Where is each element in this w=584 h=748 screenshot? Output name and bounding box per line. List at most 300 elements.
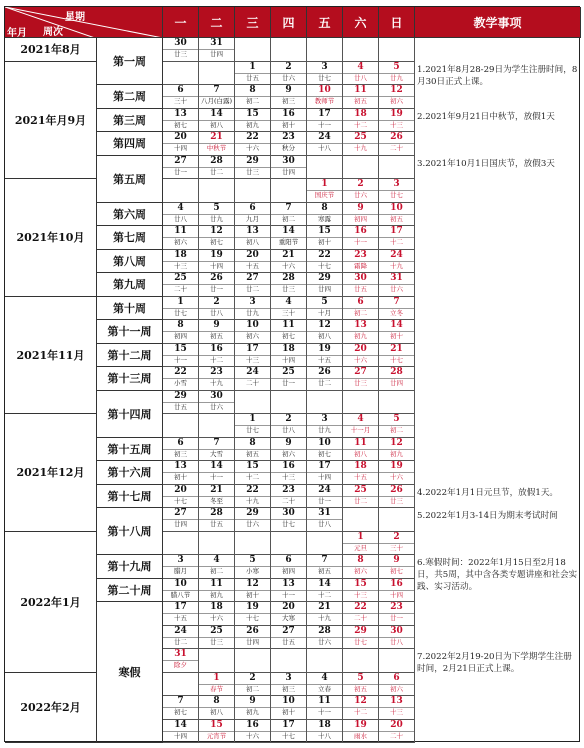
month-cell (5, 297, 97, 415)
day-cell (199, 38, 235, 62)
day-cell (235, 414, 271, 438)
day-cell (235, 226, 271, 250)
day-cell (199, 203, 235, 227)
lunar-date: 初六 (235, 331, 270, 341)
header-corner-cell (5, 7, 163, 38)
teaching-note: 1.2021年8月28-29日为学生注册时间，8月30日正式上课。 (417, 64, 578, 87)
day-cell (235, 485, 271, 509)
school-calendar-table (4, 6, 580, 742)
day-number: 9 (285, 437, 292, 448)
day-number: 13 (282, 578, 295, 589)
day-cell (199, 720, 235, 744)
day-number: 22 (174, 367, 187, 377)
lunar-date: 廿三 (199, 637, 234, 647)
lunar-date: 二十 (163, 284, 198, 294)
lunar-date: 廿九 (379, 73, 414, 83)
day-number: 15 (246, 108, 259, 119)
lunar-date: 初十 (379, 331, 414, 341)
weekday-label: 六 (354, 15, 367, 30)
day-cell (235, 156, 271, 180)
lunar-date: 三十 (163, 96, 198, 106)
lunar-date: 十九 (343, 143, 378, 153)
day-cell (379, 179, 415, 203)
day-cell (199, 673, 235, 697)
day-cell (307, 602, 343, 626)
lunar-date: 初三 (271, 96, 306, 106)
day-number: 19 (390, 108, 403, 119)
day-number: 15 (246, 461, 259, 471)
day-number: 20 (282, 602, 295, 612)
day-number: 11 (354, 85, 367, 95)
week-cell (97, 132, 163, 156)
week-label: 第七周 (113, 231, 146, 245)
lunar-date: 初十 (271, 707, 306, 717)
day-cell (343, 485, 379, 509)
teaching-note: 7.2022年2月19-20日为下学期学生注册时间，2月21日正式上课。 (417, 652, 572, 674)
day-cell (379, 297, 415, 321)
day-number: 1 (321, 179, 328, 189)
day-number: 7 (285, 202, 292, 213)
day-cell (271, 532, 307, 556)
lunar-date: 廿三 (163, 49, 198, 59)
lunar-date: 初七 (379, 566, 414, 576)
day-number: 9 (213, 320, 220, 330)
day-number: 27 (354, 367, 367, 377)
lunar-date: 十三 (163, 261, 198, 271)
lunar-date: 十九 (235, 496, 270, 506)
lunar-date: 初十 (235, 590, 270, 600)
day-number: 24 (390, 249, 403, 260)
lunar-date: 腊月 (163, 566, 198, 576)
day-cell (235, 132, 271, 156)
lunar-date: 十六 (235, 731, 270, 741)
day-number: 29 (174, 390, 187, 401)
day-cell (199, 438, 235, 462)
day-number: 2 (285, 61, 292, 72)
day-number: 2 (249, 672, 256, 683)
day-cell (379, 85, 415, 109)
day-number: 4 (321, 672, 328, 683)
day-number: 4 (177, 202, 184, 213)
day-number: 14 (174, 719, 187, 730)
day-number: 15 (354, 578, 367, 589)
day-number: 13 (246, 226, 259, 236)
day-cell (199, 508, 235, 532)
lunar-date: 初九 (379, 449, 414, 459)
day-cell (379, 367, 415, 391)
day-number: 19 (390, 461, 403, 471)
week-label: 第一周 (113, 55, 146, 68)
lunar-date: 廿一 (199, 284, 234, 294)
lunar-date: 十七 (379, 355, 414, 365)
day-number: 21 (318, 602, 331, 612)
day-cell (163, 85, 199, 109)
day-cell (199, 109, 235, 133)
day-number: 2 (357, 179, 364, 189)
lunar-date: 廿一 (379, 613, 414, 623)
week-label: 第二十周 (107, 583, 152, 597)
lunar-date: 雨水 (343, 731, 378, 741)
day-cell (343, 179, 379, 203)
lunar-date: 初十 (163, 472, 198, 482)
day-cell (343, 602, 379, 626)
lunar-date: 初二 (343, 308, 378, 318)
teaching-note: 2.2021年9月21日中秋节，放假1天 (417, 111, 555, 122)
month-cell (5, 673, 97, 744)
lunar-date: 初四 (343, 214, 378, 224)
day-number: 28 (318, 625, 331, 636)
weekday-header-2 (199, 7, 235, 38)
day-number: 4 (213, 555, 220, 565)
day-cell (379, 649, 415, 673)
day-number: 4 (357, 414, 364, 424)
week-label: 第四周 (113, 137, 146, 151)
lunar-date: 三十 (271, 308, 306, 318)
day-cell (199, 297, 235, 321)
day-cell (307, 273, 343, 297)
day-number: 7 (177, 696, 184, 706)
day-number: 1 (357, 531, 364, 542)
lunar-date: 霜降 (343, 261, 378, 271)
lunar-date: 廿七 (307, 73, 342, 83)
lunar-date: 立冬 (379, 308, 414, 318)
day-cell (163, 673, 199, 697)
day-cell (163, 438, 199, 462)
lunar-date: 初七 (199, 237, 234, 247)
month-label: 2021年月9月 (14, 113, 87, 127)
week-cell (97, 85, 163, 109)
lunar-date: 初六 (163, 237, 198, 247)
day-number: 10 (318, 85, 331, 95)
lunar-date: 初八 (343, 449, 378, 459)
lunar-date: 十五 (307, 355, 342, 365)
lunar-date: 廿六 (343, 190, 378, 200)
lunar-date: 初八 (199, 120, 234, 130)
lunar-date: 初六 (379, 684, 414, 694)
lunar-date: 十二 (343, 707, 378, 717)
day-cell (235, 555, 271, 579)
lunar-date: 廿五 (271, 637, 306, 647)
day-number: 24 (318, 484, 331, 495)
lunar-date: 除夕 (163, 660, 198, 670)
day-number: 15 (210, 719, 223, 730)
day-number: 18 (354, 108, 367, 119)
lunar-date: 十一 (307, 120, 342, 130)
day-number: 16 (390, 578, 403, 589)
day-cell (271, 414, 307, 438)
day-number: 11 (282, 320, 295, 330)
day-number: 16 (354, 226, 367, 236)
day-number: 27 (174, 508, 187, 518)
day-number: 17 (318, 461, 331, 471)
day-cell (379, 696, 415, 720)
day-cell (307, 297, 343, 321)
lunar-date: 十六 (235, 143, 270, 153)
week-label: 第十三周 (107, 372, 152, 386)
day-number: 7 (321, 555, 328, 565)
day-number: 11 (318, 696, 331, 706)
day-cell (343, 367, 379, 391)
lunar-date: 廿八 (343, 73, 378, 83)
day-cell (199, 579, 235, 603)
day-cell (163, 626, 199, 650)
day-cell (379, 485, 415, 509)
weekday-header-3 (235, 7, 271, 38)
day-cell (271, 555, 307, 579)
day-cell (343, 626, 379, 650)
day-cell (163, 391, 199, 415)
day-number: 22 (354, 602, 367, 612)
week-label: 第十八周 (107, 525, 152, 538)
day-number: 25 (210, 625, 223, 636)
lunar-date: 廿六 (199, 402, 234, 412)
corner-label-weekday: 星期 (65, 12, 85, 23)
day-cell (307, 720, 343, 744)
lunar-date: 十二 (235, 472, 270, 482)
day-number: 19 (318, 343, 331, 354)
lunar-date: 初五 (379, 214, 414, 224)
lunar-date: 十月 (307, 308, 342, 318)
day-cell (235, 85, 271, 109)
day-number: 30 (390, 625, 403, 636)
day-cell (199, 132, 235, 156)
week-cell (97, 508, 163, 555)
lunar-date: 十二 (379, 237, 414, 247)
day-cell (307, 156, 343, 180)
lunar-date: 寒露 (307, 214, 342, 224)
day-number: 5 (393, 61, 400, 72)
lunar-date: 三十 (379, 543, 414, 553)
lunar-date: 十一 (163, 355, 198, 365)
day-number: 22 (246, 132, 259, 142)
day-cell (343, 62, 379, 86)
day-cell (379, 532, 415, 556)
day-cell (379, 414, 415, 438)
week-label: 第十一周 (107, 325, 152, 339)
day-cell (163, 414, 199, 438)
day-cell (271, 226, 307, 250)
lunar-date: 初八 (199, 707, 234, 717)
day-cell (235, 720, 271, 744)
day-number: 29 (246, 508, 259, 518)
week-cell (97, 109, 163, 133)
day-cell (199, 273, 235, 297)
week-cell (97, 367, 163, 391)
lunar-date: 十三 (379, 707, 414, 717)
day-cell (379, 273, 415, 297)
day-cell (163, 649, 199, 673)
day-number: 7 (213, 85, 220, 95)
day-cell (379, 555, 415, 579)
day-number: 24 (246, 367, 259, 377)
lunar-date: 二十 (235, 378, 270, 388)
day-cell (307, 532, 343, 556)
day-number: 5 (357, 672, 364, 683)
day-cell (343, 649, 379, 673)
day-number: 14 (210, 461, 223, 471)
day-cell (235, 367, 271, 391)
day-number: 16 (246, 719, 259, 730)
day-cell (163, 156, 199, 180)
day-number: 14 (390, 320, 403, 330)
day-cell (307, 696, 343, 720)
week-label: 第十九周 (107, 560, 152, 574)
lunar-date: 十三 (235, 355, 270, 365)
lunar-date: 十六 (199, 613, 234, 623)
day-number: 29 (354, 625, 367, 636)
week-label: 第十二周 (107, 348, 152, 362)
lunar-date: 十一月 (343, 425, 378, 435)
day-cell (307, 85, 343, 109)
day-cell (379, 203, 415, 227)
week-cell (97, 485, 163, 509)
lunar-date: 廿一 (307, 496, 342, 506)
lunar-date: 元宵节 (199, 731, 234, 741)
lunar-date: 大寒 (271, 613, 306, 623)
day-cell (271, 156, 307, 180)
week-label: 第二周 (113, 90, 146, 104)
day-number: 1 (249, 414, 256, 424)
day-cell (379, 132, 415, 156)
lunar-date: 二十 (379, 143, 414, 153)
day-number: 26 (246, 625, 259, 636)
day-cell (163, 132, 199, 156)
day-cell (271, 673, 307, 697)
weekday-header-6 (343, 7, 379, 38)
lunar-date: 十三 (271, 472, 306, 482)
teaching-note: 5.2022年1月3-14日为期末考试时间 (417, 511, 558, 521)
day-number: 20 (174, 132, 187, 142)
lunar-date: 初九 (199, 590, 234, 600)
day-number: 28 (210, 155, 223, 166)
day-cell (307, 226, 343, 250)
day-cell (307, 673, 343, 697)
day-cell (235, 38, 271, 62)
day-number: 7 (213, 437, 220, 448)
day-number: 13 (174, 108, 187, 119)
week-label: 第三周 (113, 113, 146, 127)
lunar-date: 二十 (379, 731, 414, 741)
day-cell (343, 344, 379, 368)
weekday-header-5 (307, 7, 343, 38)
day-cell (307, 367, 343, 391)
day-cell (271, 38, 307, 62)
day-cell (163, 696, 199, 720)
day-number: 21 (282, 249, 295, 260)
lunar-date: 廿九 (199, 214, 234, 224)
day-number: 26 (390, 484, 403, 495)
lunar-date: 十五 (343, 472, 378, 482)
header-teaching-matters (415, 7, 581, 38)
day-number: 1 (213, 672, 220, 683)
day-number: 16 (282, 108, 295, 119)
day-cell (271, 438, 307, 462)
day-cell (307, 579, 343, 603)
lunar-date: 廿六 (379, 284, 414, 294)
day-cell (343, 532, 379, 556)
lunar-date: 初五 (343, 684, 378, 694)
lunar-date: 廿三 (235, 167, 270, 177)
day-number: 17 (174, 602, 187, 612)
day-cell (235, 461, 271, 485)
day-cell (199, 156, 235, 180)
week-cell (97, 297, 163, 321)
day-cell (163, 273, 199, 297)
day-number: 8 (213, 696, 220, 706)
day-cell (235, 344, 271, 368)
day-number: 19 (354, 719, 367, 730)
day-cell (307, 62, 343, 86)
day-number: 10 (246, 320, 259, 330)
lunar-date: 十二 (343, 120, 378, 130)
lunar-date: 十四 (379, 590, 414, 600)
day-cell (163, 38, 199, 62)
day-cell (343, 414, 379, 438)
day-cell (163, 720, 199, 744)
day-cell (163, 532, 199, 556)
week-label: 第九周 (113, 278, 146, 292)
day-cell (199, 367, 235, 391)
day-cell (271, 344, 307, 368)
week-cell (97, 344, 163, 368)
lunar-date: 初六 (343, 566, 378, 576)
day-cell (271, 391, 307, 415)
day-cell (343, 579, 379, 603)
day-cell (163, 485, 199, 509)
day-cell (199, 485, 235, 509)
day-cell (379, 320, 415, 344)
day-number: 14 (282, 226, 295, 236)
day-number: 5 (249, 555, 256, 565)
day-number: 5 (321, 296, 328, 307)
day-cell (235, 320, 271, 344)
week-label: 第六周 (113, 207, 146, 221)
day-cell (271, 602, 307, 626)
day-number: 31 (318, 508, 331, 518)
day-number: 16 (210, 343, 223, 354)
day-number: 13 (174, 461, 187, 471)
day-cell (343, 226, 379, 250)
week-cell (97, 203, 163, 227)
day-number: 18 (174, 249, 187, 260)
day-cell (199, 532, 235, 556)
week-label: 第八周 (113, 254, 146, 268)
day-number: 12 (390, 437, 403, 448)
day-cell (379, 461, 415, 485)
day-cell (271, 626, 307, 650)
day-number: 12 (210, 226, 223, 236)
day-cell (235, 250, 271, 274)
weekday-label: 五 (318, 15, 331, 30)
week-label: 第十七周 (107, 489, 152, 503)
lunar-date: 春节 (199, 684, 234, 694)
day-cell (379, 720, 415, 744)
month-label: 2021年10月 (16, 231, 85, 245)
lunar-date: 初二 (235, 684, 270, 694)
day-number: 1 (249, 61, 256, 72)
day-number: 20 (174, 484, 187, 495)
day-number: 25 (174, 273, 187, 283)
lunar-date: 初五 (199, 331, 234, 341)
lunar-date: 重阳节 (271, 237, 306, 247)
day-number: 21 (390, 343, 403, 354)
week-cell (97, 38, 163, 85)
day-number: 20 (390, 719, 403, 730)
lunar-date: 八月(白露) (200, 97, 233, 105)
day-cell (379, 508, 415, 532)
weekday-header-7 (379, 7, 415, 38)
lunar-date: 廿二 (199, 167, 234, 177)
